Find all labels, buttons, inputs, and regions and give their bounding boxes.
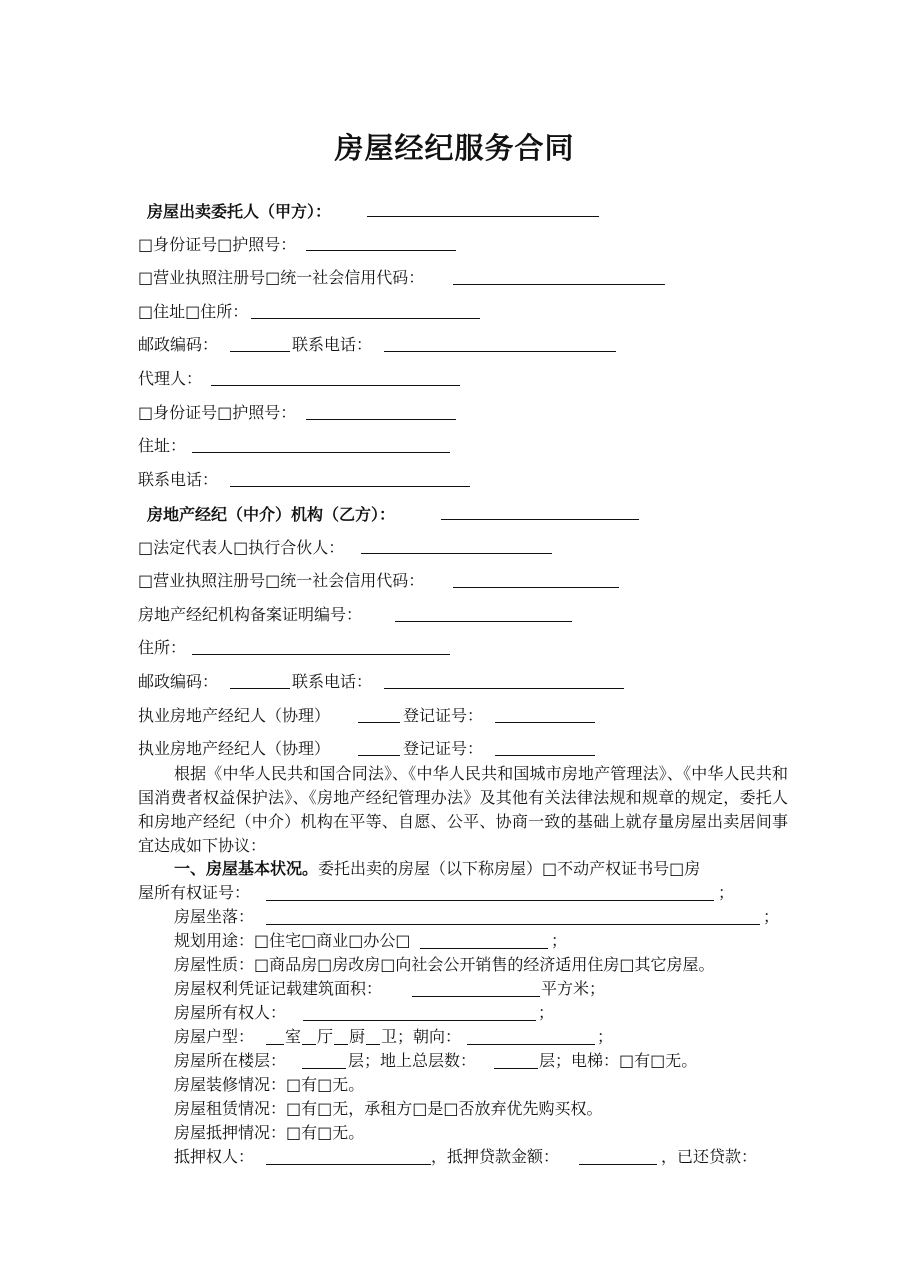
intro-paragraph: 根据《中华人民共和国合同法》、《中华人民共和国城市房地产管理法》、《中华人民共和国消费者权益保护法》、《房地产经纪管理办法》及其他有关法律法规和规章的规定，委托人和房地产经纪（中介）机构在平等、自愿、公平、协商一致的基础上就存量房屋出卖居间事宜达成如下协议： — [138, 764, 788, 855]
cert-end: ； — [718, 883, 735, 902]
floor-blank[interactable] — [302, 1068, 346, 1069]
room-blank[interactable] — [266, 1044, 284, 1045]
party-b-address-blank[interactable] — [192, 654, 450, 655]
kitchen-blank[interactable] — [334, 1044, 348, 1045]
room-label: 室 — [285, 1027, 302, 1046]
section-1-text: 委托出卖的房屋（以下称房屋）□不动产权证书号□房 — [318, 859, 701, 878]
party-b-license-line: □营业执照注册号□统一社会信用代码： — [138, 571, 425, 590]
cert-label: 屋所有权证号： — [138, 883, 251, 902]
agent-id-line: □身份证号□护照号： — [138, 403, 297, 422]
party-a-address-line: □住址□住所： — [138, 302, 249, 321]
party-a-id-blank[interactable] — [306, 250, 456, 251]
party-a-license-line: □营业执照注册号□统一社会信用代码： — [138, 268, 425, 287]
reg-blank-2[interactable] — [495, 755, 595, 756]
party-a-address-blank[interactable] — [251, 318, 480, 319]
agent-address-label: 住址： — [138, 436, 187, 455]
party-b-address-label: 住所： — [138, 638, 187, 657]
agent-phone-blank[interactable] — [230, 486, 470, 487]
party-a-phone-blank[interactable] — [384, 351, 616, 352]
mortgage-line: 房屋抵押情况：□有□无。 — [174, 1123, 365, 1142]
decor-line: 房屋装修情况：□有□无。 — [174, 1075, 365, 1094]
party-b-phone-blank[interactable] — [384, 688, 624, 689]
use-label: 规划用途：□住宅□商业□办公□ — [174, 931, 411, 950]
section-1-heading: 一、房屋基本状况。 — [174, 859, 319, 878]
agent-blank[interactable] — [211, 385, 460, 386]
party-a-heading-label: 房屋出卖委托人（甲方）： — [147, 202, 332, 221]
owner-end: ； — [538, 1003, 555, 1022]
loan-amount-blank[interactable] — [579, 1164, 657, 1165]
layout-label: 房屋户型： — [174, 1027, 255, 1046]
party-b-name-blank[interactable] — [441, 519, 639, 520]
contract-title: 房屋经纪服务合同 — [334, 131, 575, 165]
mortgagee-label: 抵押权人： — [174, 1147, 255, 1166]
party-a-postal-blank[interactable] — [230, 351, 290, 352]
owner-blank[interactable] — [303, 1020, 536, 1021]
nature-line: 房屋性质：□商品房□房改房□向社会公开销售的经济适用住房□其它房屋。 — [174, 955, 715, 974]
location-end: ； — [763, 907, 780, 926]
kitchen-label: 厨 — [349, 1027, 366, 1046]
party-b-license-blank[interactable] — [453, 587, 619, 588]
party-b-postal-label: 邮政编码： — [138, 672, 219, 691]
mortgagee-blank[interactable] — [266, 1164, 431, 1165]
broker-name-blank-1[interactable] — [358, 722, 400, 723]
reg-blank-1[interactable] — [495, 722, 595, 723]
floor-label: 房屋所在楼层： — [174, 1051, 287, 1070]
broker-name-blank-2[interactable] — [358, 755, 400, 756]
party-b-heading: 房地产经纪（中介）机构（乙方）： — [147, 505, 396, 524]
party-a-id-line: □身份证号□护照号： — [138, 235, 297, 254]
loan-amount-label: ，抵押贷款金额： — [431, 1147, 560, 1166]
bath-blank[interactable] — [366, 1044, 380, 1045]
party-b-record-line: 房地产经纪机构备案证明编号： — [138, 605, 363, 624]
elevator-label: 层；电梯：□有□无。 — [539, 1051, 698, 1070]
location-blank[interactable] — [266, 924, 760, 925]
agent-id-blank[interactable] — [306, 419, 456, 420]
agent-label: 代理人： — [138, 369, 203, 388]
party-a-heading — [147, 200, 331, 224]
orientation-blank[interactable] — [467, 1044, 595, 1045]
hall-label: 厅 — [317, 1027, 334, 1046]
section-1-line — [138, 857, 814, 880]
reg-label-2: 登记证号： — [403, 739, 484, 758]
area-label: 房屋权利凭证记载建筑面积： — [174, 979, 383, 998]
party-a-postal-label: 邮政编码： — [138, 335, 219, 354]
cert-blank[interactable] — [266, 900, 714, 901]
party-a-name-blank[interactable] — [367, 216, 599, 217]
lease-line: 房屋租赁情况：□有□无，承租方□是□否放弃优先购买权。 — [174, 1099, 603, 1118]
party-a-phone-label: 联系电话： — [292, 335, 373, 354]
party-b-phone-label: 联系电话： — [292, 672, 373, 691]
agent-phone-label: 联系电话： — [138, 470, 219, 489]
orientation-end: ； — [597, 1027, 614, 1046]
total-floors-label: 层；地上总层数： — [348, 1051, 477, 1070]
broker-label-1: 执业房地产经纪人（协理） — [138, 706, 331, 725]
area-unit: 平方米； — [541, 979, 606, 998]
party-a-license-blank[interactable] — [453, 284, 665, 285]
total-floors-blank[interactable] — [494, 1068, 538, 1069]
use-other-blank[interactable] — [420, 948, 548, 949]
party-b-rep-blank[interactable] — [361, 553, 552, 554]
party-b-record-blank[interactable] — [395, 621, 572, 622]
agent-address-blank[interactable] — [192, 452, 450, 453]
broker-label-2: 执业房地产经纪人（协理） — [138, 739, 331, 758]
party-b-rep-line: □法定代表人□执行合伙人： — [138, 538, 345, 557]
repaid-label: ，已还贷款： — [661, 1147, 758, 1166]
owner-label: 房屋所有权人： — [174, 1003, 287, 1022]
area-blank[interactable] — [412, 996, 540, 997]
bath-label: 卫；朝向： — [381, 1027, 462, 1046]
reg-label-1: 登记证号： — [403, 706, 484, 725]
hall-blank[interactable] — [302, 1044, 316, 1045]
party-b-postal-blank[interactable] — [230, 688, 290, 689]
location-label: 房屋坐落： — [174, 907, 255, 926]
use-end: ； — [551, 931, 568, 950]
